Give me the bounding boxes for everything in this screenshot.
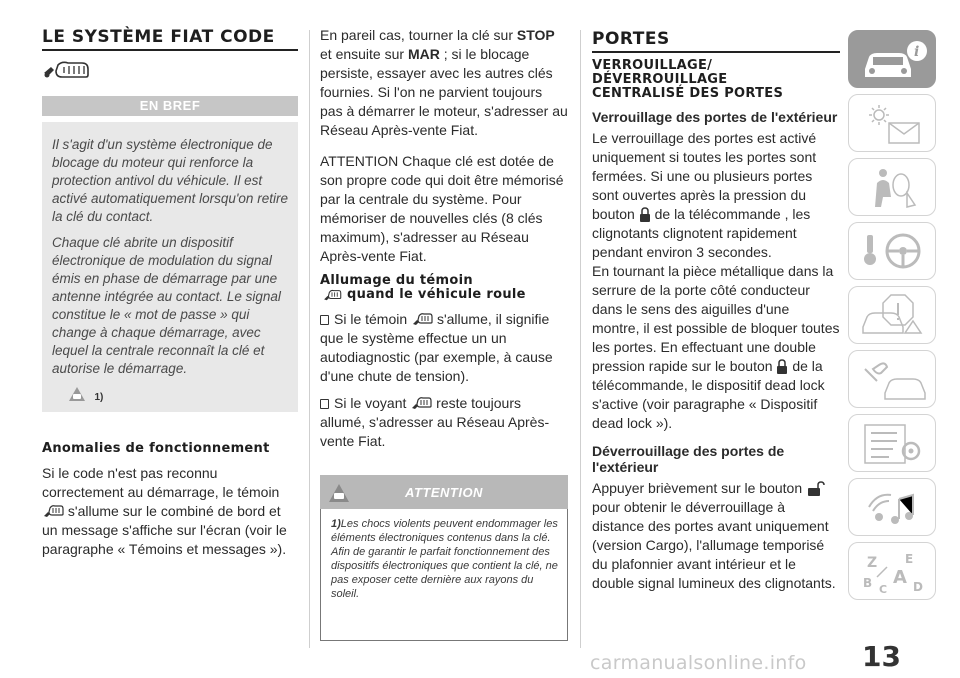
attention-header	[320, 475, 568, 509]
fiat-code-indicator-icon	[410, 395, 432, 411]
lock-icon	[639, 207, 651, 222]
attention-keys-paragraph: ATTENTION Chaque clé est dotée de son propre code qui doit être mémorisé par la centrale du système. Pour mémoriser de nouvelles clés (8 clés maximum), s'adresser au Réseau Après-vente Fiat.	[320, 153, 564, 264]
anomalies-title: Anomalies de fonctionnement	[42, 441, 270, 456]
brief-reference	[52, 386, 290, 407]
attention-body	[320, 509, 568, 641]
unlocking-text-b: pour obtenir le déverrouillage à distance des portes avant uniquement (version Cargo), l'allumage temporisé du plafonnier avant intérieur et le double signal lumineux des clignotants.	[592, 499, 836, 591]
anomalies-text	[42, 464, 298, 559]
sidebar-item-starting-driving[interactable]	[848, 222, 936, 280]
mar-keyword: MAR	[407, 46, 440, 62]
fiat-code-warning-icon	[42, 59, 298, 86]
svg-text:D: D	[913, 580, 923, 594]
allumage-title	[320, 274, 568, 302]
title-rule	[42, 49, 298, 51]
stop-mar-paragraph	[320, 26, 568, 140]
brief-reference-number: 1)	[94, 392, 104, 403]
attention-text-body: Les chocs violents peuvent endommager les éléments électroniques contenus dans la clé. Afin de garantir le parfait fonctionnement des dispositifs électroniques que contient la clé, ne pas exposer cette dernière aux rayons du soleil.	[331, 518, 558, 600]
watermark: carmanualsonline.info	[590, 652, 807, 674]
attention-box	[320, 475, 568, 641]
car-emergency-icon	[855, 291, 931, 341]
locking-paragraph	[592, 129, 840, 262]
attention-reference-number: 1)	[331, 518, 341, 530]
page-number: 13	[862, 640, 901, 673]
middle-column	[320, 26, 568, 641]
stop-mar-text-a: En pareil cas, tourner la clé sur	[320, 27, 517, 43]
bullet-square-icon	[320, 315, 329, 325]
wrench-car-icon	[855, 355, 931, 405]
alphabetical-index-icon	[855, 547, 931, 597]
sidebar-item-safety[interactable]	[848, 158, 936, 216]
safety-airbag-icon	[855, 163, 931, 213]
right-column	[592, 30, 840, 593]
section-title-portes: PORTES	[592, 29, 670, 49]
brief-header: EN BREF	[42, 96, 298, 116]
bullet-2-text-a: Si le voyant	[334, 395, 407, 411]
svg-text:i: i	[914, 44, 920, 60]
sidebar-item-warning-lights[interactable]	[848, 94, 936, 152]
attention-text	[331, 517, 561, 601]
unlocking-paragraph	[592, 479, 840, 593]
bullet-2	[320, 394, 568, 451]
sidebar-item-maintenance[interactable]	[848, 350, 936, 408]
unlocking-exterior-title: Déverrouillage des portes de l'extérieur	[592, 443, 785, 475]
bullet-1-text-b: s'allume, il signifie que le système effectue un un autodiagnostic (par exemple, à cause d'une chute de tension).	[320, 311, 553, 384]
svg-text:B: B	[863, 576, 873, 590]
deadlock-text-a: En tournant la pièce métallique dans la serrure de la porte côté conducteur dans le sens des aiguilles d'une montre, il est possible de bloquer toutes les portes. En effectuant une double pression rapide sur le bouton	[592, 263, 840, 374]
svg-text:Z: Z	[867, 555, 878, 571]
brief-paragraph-1: Il s'agit d'un système électronique de blocage du moteur qui renforce la protection antivol du véhicule. Il est activé automatiquement lorsqu'on retire la clé du contact.	[52, 137, 288, 224]
deadlock-text-b: de la télécommande, le dispositif dead lock s'active (voir paragraphe « Dispositif dead lock »).	[592, 358, 825, 431]
sidebar-item-emergency[interactable]	[848, 286, 936, 344]
multimedia-icon	[855, 483, 931, 533]
stop-mar-text-b: et ensuite sur	[320, 46, 408, 62]
bullet-2-text-b: reste toujours allumé, s'adresser au Réseau Après-vente Fiat.	[320, 395, 550, 449]
locking-text-a: Le verrouillage des portes est activé uniquement si toutes les portes sont fermées. Si une ou plusieurs portes sont ouvertes après la pression du bouton	[592, 130, 817, 222]
fiat-code-indicator-icon	[42, 503, 64, 519]
bullet-1	[320, 310, 568, 386]
allumage-title-text-b: quand le véhicule roule	[347, 287, 526, 302]
warning-triangle-icon	[68, 386, 86, 402]
title-rule	[592, 51, 840, 53]
unlock-icon	[806, 481, 828, 496]
anomalies-text-a: Si le code n'est pas reconnu correctement au démarrage, le témoin	[42, 465, 280, 500]
allumage-title-line-2	[320, 288, 568, 302]
column-divider-2	[580, 30, 581, 648]
lock-icon	[776, 359, 788, 374]
sidebar-item-index[interactable]	[848, 542, 936, 600]
sidebar-item-technical-data[interactable]	[848, 414, 936, 472]
left-column	[42, 28, 298, 559]
stop-keyword: STOP	[516, 27, 555, 43]
allumage-title-line-1: Allumage du témoin	[320, 273, 473, 288]
column-divider-1	[309, 30, 310, 648]
svg-text:C: C	[879, 583, 888, 596]
section-title-fiat-code: LE SYSTÈME FIAT CODE	[42, 27, 275, 47]
car-info-icon	[855, 35, 931, 85]
chapter-sidebar	[848, 30, 936, 606]
svg-text:E: E	[905, 552, 914, 566]
sidebar-item-car-info[interactable]	[848, 30, 936, 88]
deadlock-paragraph	[592, 262, 840, 433]
unlocking-text-a: Appuyer brièvement sur le bouton	[592, 480, 803, 496]
locking-exterior-title: Verrouillage des portes de l'extérieur	[592, 109, 838, 125]
checklist-gear-icon	[855, 419, 931, 469]
sidebar-item-multimedia[interactable]	[848, 478, 936, 536]
fiat-code-indicator-icon	[411, 311, 433, 327]
central-locking-title: VERROUILLAGE/ DÉVERROUILLAGE CENTRALISÉ DES PORTES	[592, 58, 784, 101]
bullet-1-text-a: Si le témoin	[334, 311, 408, 327]
bullet-square-icon	[320, 399, 329, 409]
stop-mar-text-c: ; si le blocage persiste, essayer avec les autres clés fournies. Si l'on ne parvient toujours pas à démarrer le moteur, s'adresser au Réseau Après-vente Fiat.	[320, 46, 568, 138]
warning-lights-icon	[855, 99, 931, 149]
svg-text:A: A	[893, 567, 907, 588]
attention-title: ATTENTION	[405, 485, 483, 500]
fiat-code-indicator-icon	[320, 288, 344, 302]
anomalies-text-b: s'allume sur le combiné de bord et un message s'affiche sur l'écran (voir le paragraphe « Témoins et messages »).	[42, 503, 287, 557]
brief-paragraph-2: Chaque clé abrite un dispositif électronique de modulation du signal émis en phase de démarrage par une antenne intégrée au contact. Le signal constitue le « mot de passe » qui change à chaque démarrage, avec lequel la centrale reconnaît la clé et autorise le démarrage.	[52, 235, 281, 376]
brief-box	[42, 122, 298, 412]
locking-text-b: de la télécommande , les clignotants clignotent rapidement pendant environ 3 secondes.	[592, 206, 811, 260]
key-steering-icon	[855, 227, 931, 277]
